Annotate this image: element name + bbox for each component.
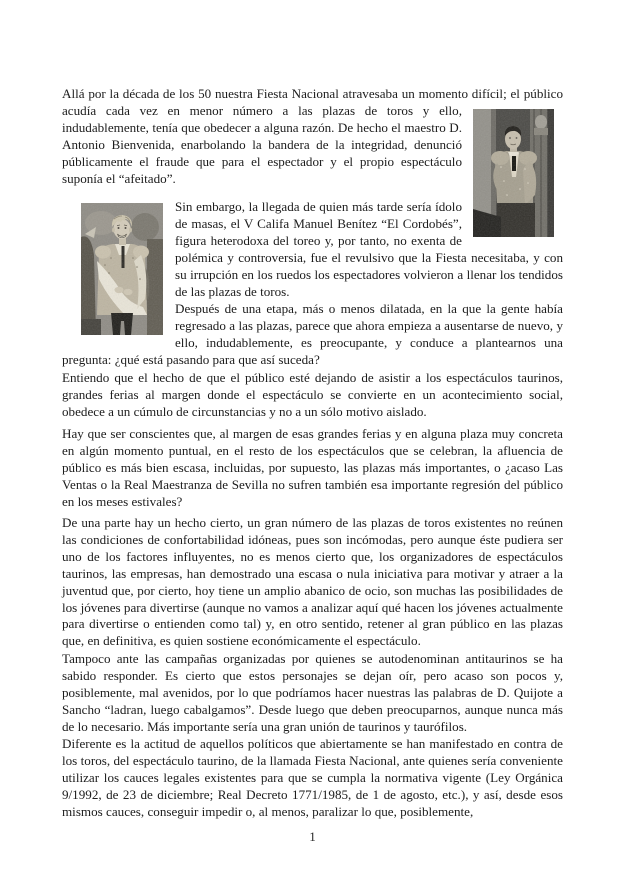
paragraph-2-narrow-text: Sin embargo, la llegada de quien más tarde sería ídolo de masas, el V Califa Manuel Benítez “El Cordobés”, figura heterodoxa del toreo y, por tanto, no exenta de [175, 199, 462, 248]
paragraph-5 [62, 426, 563, 511]
paragraph-5-text: Hay que ser conscientes que, al margen de esas grandes ferias y en alguna plaza muy concreta en algún momento puntual, en el resto de los espectáculos que se celebran, la afluencia de público es más bien escasa, incluidas, por supuesto, las plazas más importantes, o ¿acaso Las Ventas o la Real Maestranza de Sevilla no sufren también esa importante regresión del público en los meses estivales? [62, 426, 563, 509]
page-number: 1 [309, 829, 316, 844]
paragraph-7-text: Tampoco ante las campañas organizadas por quienes se autodenominan antitaurinos se ha sabido responder. Es cierto que estos personajes se dejan oír, pero acaso son pocos y, posiblemente, mal avenidos, por lo que podríamos hacer nuestras las palabras de D. Quijote a Sancho “ladran, luego cabalgamos”. Desde luego que deben preocuparnos, aunque nunca más de lo necesario. Más importante sería una gran unión de taurinos y taurófilos. [62, 651, 563, 734]
paragraph-2 [175, 199, 563, 300]
paragraph-4-text: Entiendo que el hecho de que el público esté dejando de asistir a los espectáculos taurinos, grandes ferias al margen donde el espectáculo se convierte en un acontecimiento social, obedece a un cúmulo de circunstancias y no a un sólo motivo aislado. [62, 370, 563, 419]
paragraph-1-line-1: Allá por la década de los 50 nuestra Fiesta Nacional atravesaba un momento difícil; el público [62, 86, 563, 101]
paragraph-8 [62, 736, 563, 821]
paragraph-2-wide-text: polémica y controversia, fue el revulsivo que la Fiesta necesitaba, y con su irrupción en los ruedos los espectadores volvieron a llenar los tendidos de las plazas de toros. [175, 249, 563, 299]
paragraph-6-text: De una parte hay un hecho cierto, un gran número de las plazas de toros existentes no reúnen las condiciones de confortabilidad idóneas, pues son incómodas, pero aunque éste pudiera ser uno de los factores influyentes, no es menos cierto que, los organizadores de espectáculos taurinos, las empresas, han demostrado una escasa o nula iniciativa para motivar y atraer a la juventud que, por cierto, hoy tiene un amplio abanico de ocio, son muchas las posibilidades de los jóvenes para divertirse (aunque no vamos a analizar aquí qué hacen los jóvenes actualmente para divertirse o entienden como tal) y, en otro sentido, retener al gran público en las plazas que, en definitiva, es quien sostiene económicamente el espectáculo. [62, 515, 563, 649]
paragraph-3-indented-text: Después de una etapa, más o menos dilatada, en la que la gente había regresado a las plazas, parece que ahora empieza a ausentarse de nuevo, y ello, indudablemente, es preocupante, y conduce a plantearnos una [175, 301, 563, 350]
paragraph-6 [62, 515, 563, 650]
paragraph-7 [62, 651, 563, 736]
paragraph-1-wrapped-text: acudía cada vez en menor número a las plazas de toros y ello, indudablemente, tenía que obedecer a alguna razón. De hecho el maestro D. Antonio Bienvenida, enarbolando la bandera de la integridad, denunció públicamente el fraude que para el espectador y el propio espectáculo suponía el “afeitado”. [62, 102, 462, 186]
paragraph-4 [62, 370, 563, 421]
paragraph-1 [62, 86, 563, 187]
paragraph-3 [62, 301, 563, 369]
paragraph-3-last-line: pregunta: ¿qué está pasando para que así suceda? [62, 351, 320, 367]
paragraph-8-text: Diferente es la actitud de aquellos políticos que abiertamente se han manifestado en contra de los toros, del espectáculo taurino, de la llamada Fiesta Nacional, ante quienes sería conveniente utilizar los cauces legales existentes para que se cumpla la normativa vigente (Ley Orgánica 9/1992, de 23 de diciembre; Real Decreto 1771/1985, de 1 de agosto, etc.), y así, desde esos mismos cauces, conseguir impedir o, al menos, paralizar lo que, posiblemente, [62, 736, 563, 819]
